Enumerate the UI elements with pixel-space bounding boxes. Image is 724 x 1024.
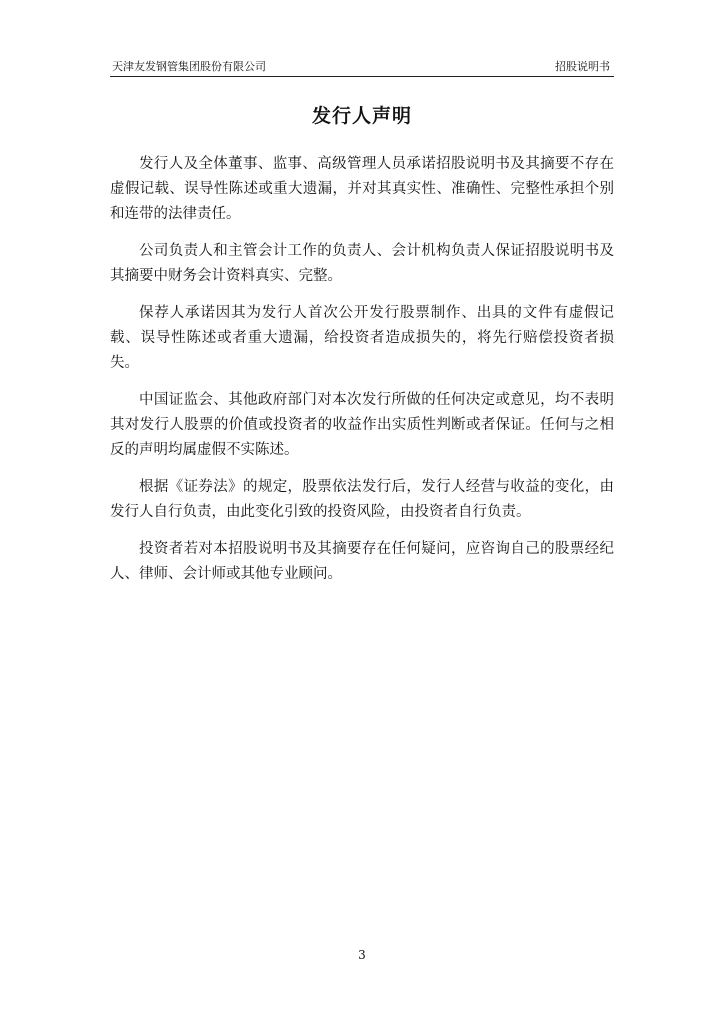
paragraph-1: 发行人及全体董事、监事、高级管理人员承诺招股说明书及其摘要不存在虚假记载、误导性陈述或重大遗漏，并对其真实性、准确性、完整性承担个别和连带的法律责任。 [110,156,614,222]
header-document-type: 招股说明书 [555,60,610,73]
page-header [110,58,614,77]
paragraph-6: 投资者若对本招股说明书及其摘要存在任何疑问，应咨询自己的股票经纪人、律师、会计师或其他专业顾问。 [110,541,614,582]
paragraph-4: 中国证监会、其他政府部门对本次发行所做的任何决定或意见，均不表明其对发行人股票的价值或投资者的收益作出实质性判断或者保证。任何与之相反的声明均属虚假不实陈述。 [110,392,614,458]
declaration-body [110,152,614,599]
paragraph-5: 根据《证券法》的规定，股票依法发行后，发行人经营与收益的变化，由发行人自行负责，由此变化引致的投资风险，由投资者自行负责。 [110,479,614,520]
paragraph-3: 保荐人承诺因其为发行人首次公开发行股票制作、出具的文件有虚假记载、误导性陈述或者重大遗漏，给投资者造成损失的，将先行赔偿投资者损失。 [110,305,614,371]
header-company-name: 天津友发钢管集团股份有限公司 [112,60,266,73]
paragraph-2: 公司负责人和主管会计工作的负责人、会计机构负责人保证招股说明书及其摘要中财务会计资料真实、完整。 [110,243,614,284]
page-title: 发行人声明 [311,105,412,127]
page-number: 3 [358,948,366,962]
